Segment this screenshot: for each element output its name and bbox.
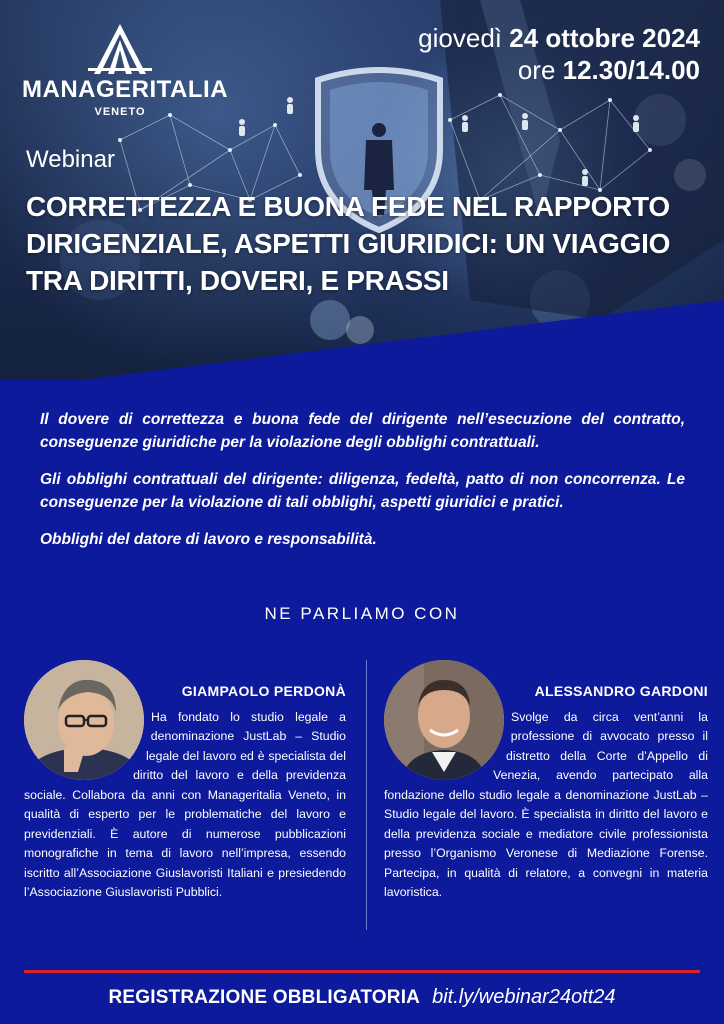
registration-link[interactable]: bit.ly/webinar24ott24 [432,986,616,1008]
speaker-card [384,660,708,903]
speakers-divider [366,660,367,930]
description-paragraph: Obblighi del datore di lavoro e responsabilità. [40,531,377,548]
description-paragraph: Gli obblighi contrattuali del dirigente: diligenza, fedeltà, patto di non concorrenza. Le conseguenze per la violazione di tali obblighi, aspetti giuridici e pratici. [40,471,685,511]
logo-region: VENETO [94,106,146,118]
speaker-photo [24,660,144,780]
speakers-heading: NE PARLIAMO CON [264,604,460,623]
speaker-card [24,660,346,903]
event-title: CORRETTEZZA E BUONA FEDE NEL RAPPORTO DIRIGENZIALE, ASPETTI GIURIDICI: UN VIAGGIO TRA DIRITTI, DOVERI, E PRASSI [26,191,671,296]
speaker-photo [384,660,504,780]
logo-wordmark: MANAGERITALIA [22,76,229,103]
footer-divider [24,970,700,973]
description-paragraph: Il dovere di correttezza e buona fede del dirigente nell’esecuzione del contratto, conseguenze giuridiche per la violazione degli obblighi contrattuali. [40,411,685,451]
event-description [40,408,685,565]
speaker-bio: Svolge da circa vent’anni la professione di avvocato presso il distretto della Corte d’Appello di Venezia, avendo partecipato alla fondazione dello studio legale a denominazione JustLab – Studio legale del lavoro. È specialista in diritto del lavoro e della previdenza sociale e mediatore civile professionista presso l’Organismo Veronese di Mediazione Forense. Partecipa, in qualità di relatore, a convegni in materia lavoristica. [384,709,708,899]
time-value: 12.30/14.00 [562,55,700,85]
diagonal-overlay [0,0,724,390]
event-type: Webinar [26,146,115,173]
registration-bar [0,986,724,1009]
speaker-name: GIAMPAOLO PERDONÀ [181,683,346,699]
date-day: giovedì [418,23,503,53]
speaker-name: ALESSANDRO GARDONI [534,683,708,699]
time-prefix: ore [517,55,556,85]
registration-label: REGISTRAZIONE OBBLIGATORIA [108,987,421,1008]
date-value: 24 ottobre 2024 [509,23,700,53]
speaker-bio: Ha fondato lo studio legale a denominazione JustLab – Studio legale del lavoro ed è specialista del diritto del lavoro e della previdenza sociale. Collabora da anni con Manageritalia Veneto, in qualità di esperto per le problematiche del lavoro e previdenziali. È autore di numerose pubblicazioni monografiche in tema di lavoro nell’impresa, essendo iscritto all’Associazione Giuslavoristi Italiani e presiedendo l’Associazione Giuslavoristi Pubblici. [24,709,346,899]
